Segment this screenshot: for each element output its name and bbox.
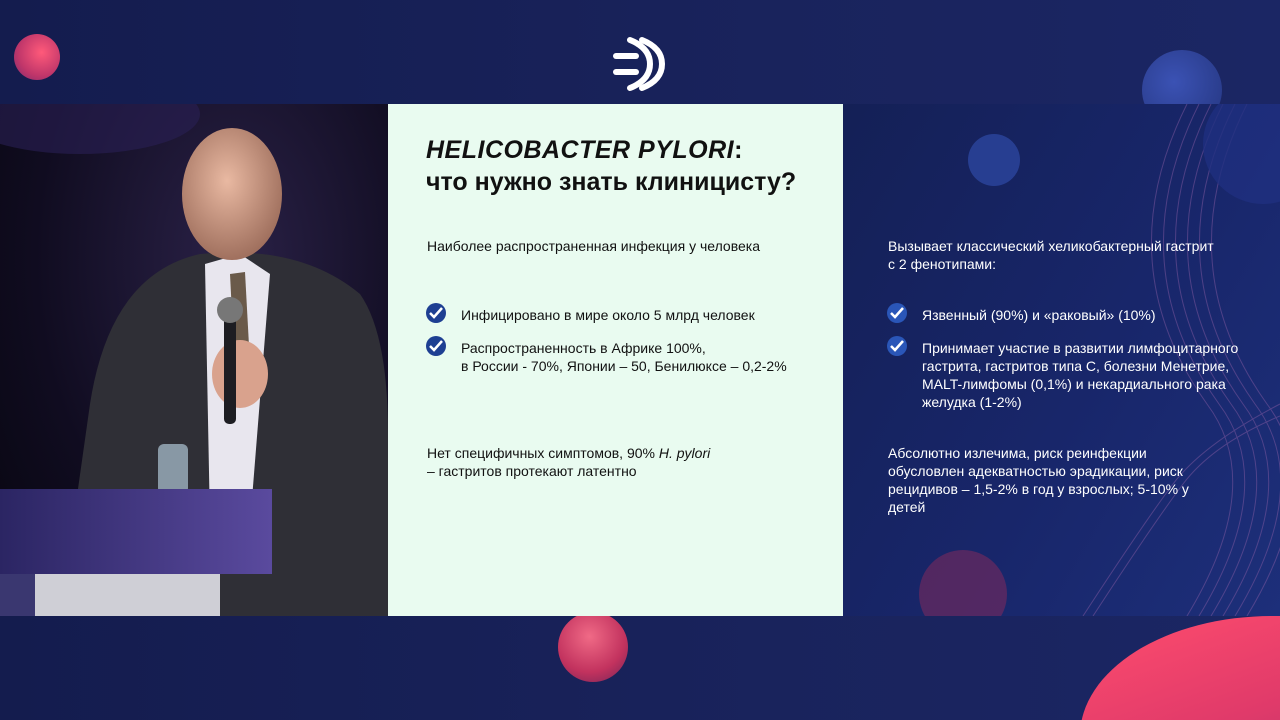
- title-pathogen: HELICOBACTER PYLORI: [426, 136, 735, 164]
- conclusion-line: Абсолютно излечима, риск реинфекции: [888, 445, 1147, 461]
- title-colon: :: [734, 136, 743, 164]
- conclusion-line: рецидивов – 1,5-2% в год у взрослых; 5-10% у: [888, 481, 1189, 497]
- check-circle-icon: [426, 336, 446, 356]
- bullet-line: MALT-лимфомы (0,1%) и некардиального рака: [922, 376, 1226, 392]
- bullet-line: Принимает участие в развитии лимфоцитарного: [922, 340, 1239, 356]
- panel-conclusion: [888, 444, 1189, 516]
- slide-panel: [388, 104, 843, 616]
- decor-circle-pink: [14, 34, 60, 80]
- brand-logo-icon: [610, 34, 670, 94]
- panel-bullet: Язвенный (90%) и «раковый» (10%): [922, 307, 1156, 323]
- slide-title: [426, 134, 826, 198]
- check-circle-icon: [887, 336, 907, 356]
- slide-intro: Наиболее распространенная инфекция у человека: [427, 238, 760, 254]
- check-circle-icon: [426, 303, 446, 323]
- check-circle-icon: [887, 303, 907, 323]
- decor-wave-pink: [1080, 616, 1280, 720]
- intro-line: с 2 фенотипами:: [888, 256, 997, 272]
- info-panel: [843, 104, 1280, 616]
- panel-intro: [888, 237, 1214, 273]
- bullet-line: гастрита, гастритов типа С, болезни Менетрие,: [922, 358, 1230, 374]
- decor-circle-pink: [558, 616, 628, 682]
- bullet-line: Инфицировано в мире около 5 млрд человек: [461, 307, 755, 323]
- slide-bullet: [461, 339, 787, 375]
- slide-bullet: [461, 306, 755, 324]
- speaker-video: [0, 104, 388, 616]
- bullet-line: желудка (1-2%): [922, 394, 1022, 410]
- note-pathogen: H. pylori: [658, 445, 711, 461]
- conclusion-line: обусловлен адекватностью эрадикации, риск: [888, 463, 1183, 479]
- bottom-bar: [0, 616, 1280, 720]
- bullet-line: в России - 70%, Японии – 50, Бенилюксе – 0,2-2%: [461, 358, 787, 374]
- note-text: Нет специфичных симптомов, 90%: [427, 445, 659, 461]
- slide-note: [427, 444, 710, 480]
- top-bar: [0, 0, 1280, 104]
- bullet-line: Распространенность в Африке 100%,: [461, 340, 706, 356]
- panel-bullet: [922, 339, 1238, 411]
- note-text-line2: – гастритов протекают латентно: [427, 463, 637, 479]
- conclusion-line: детей: [888, 499, 926, 515]
- title-subtitle: что нужно знать клиницисту?: [426, 168, 797, 196]
- speaker-illustration: [0, 104, 388, 616]
- intro-line: Вызывает классический хеликобактерный гастрит: [888, 238, 1214, 254]
